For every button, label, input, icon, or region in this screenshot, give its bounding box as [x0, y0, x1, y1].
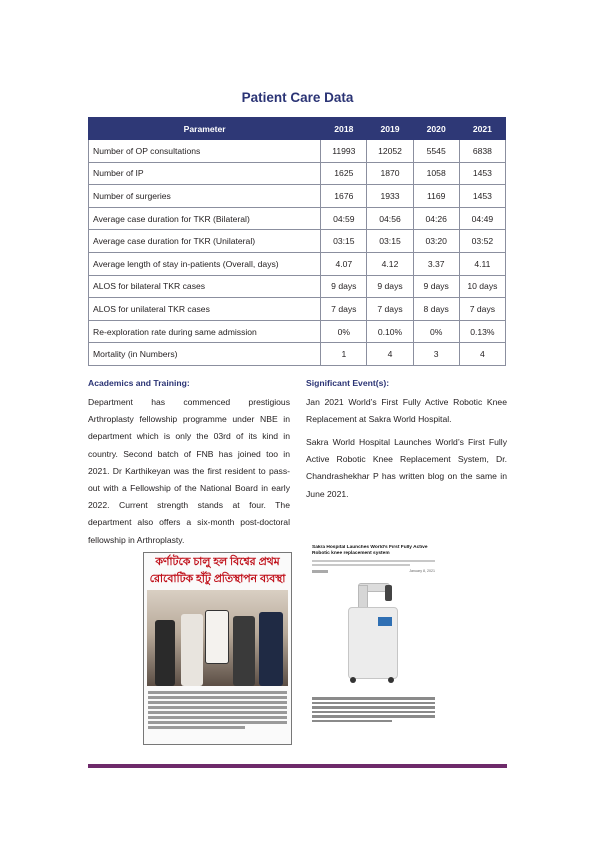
value-cell: 1676 [321, 185, 367, 208]
parameter-cell: Number of OP consultations [89, 140, 321, 163]
parameter-cell: Re-exploration rate during same admission [89, 320, 321, 343]
value-cell: 4 [367, 343, 413, 366]
blog-meta [312, 569, 435, 573]
value-cell: 3.37 [413, 252, 459, 275]
value-cell: 6838 [459, 140, 505, 163]
value-cell: 4.07 [321, 252, 367, 275]
event-item: Sakra World Hospital Launches World’s First Fully Active Robotic Knee Replacement System, Dr. Chandrashekhar P has written blog on the same in June 2021. [306, 437, 507, 499]
table-header-row [89, 118, 506, 140]
clipping-headline-line2: রোবোটিক হাঁটু প্রতিস্থাপন ব্যবস্থা [149, 573, 286, 585]
academics-heading: Academics and Training: [88, 378, 190, 388]
parameter-cell: ALOS for bilateral TKR cases [89, 275, 321, 298]
blog-caption-text [312, 695, 435, 724]
value-cell: 04:49 [459, 207, 505, 230]
events-heading: Significant Event(s): [306, 378, 390, 388]
value-cell: 04:56 [367, 207, 413, 230]
parameter-cell: Mortality (in Numbers) [89, 343, 321, 366]
value-cell: 1870 [367, 162, 413, 185]
value-cell: 03:52 [459, 230, 505, 253]
footer-divider [88, 764, 507, 768]
table-row [89, 140, 506, 163]
clipping-photo [147, 590, 288, 686]
patient-care-table [88, 117, 506, 366]
value-cell: 1169 [413, 185, 459, 208]
value-cell: 1625 [321, 162, 367, 185]
table-row [89, 207, 506, 230]
value-cell: 1453 [459, 185, 505, 208]
blog-date: January 8, 2021 [409, 569, 435, 573]
table-row [89, 162, 506, 185]
value-cell: 1058 [413, 162, 459, 185]
academics-body: Department has commenced prestigious Arthroplasty fellowship programme under NBE in department which is only the 03rd of its kind in country. Second batch of FNB has joined too in 2021. Dr Karthikeyan was the first resident to pass-out with a Fellowship of the National Board in early 2022. Current strength stands at four. The department also offers a six-month post-doctoral fellowship in Arthroplasty. [88, 397, 290, 545]
value-cell: 03:15 [367, 230, 413, 253]
parameter-cell: Average case duration for TKR (Unilateral) [89, 230, 321, 253]
value-cell: 3 [413, 343, 459, 366]
table-row [89, 298, 506, 321]
value-cell: 7 days [321, 298, 367, 321]
column-header: 2021 [459, 118, 505, 140]
parameter-cell: Number of IP [89, 162, 321, 185]
clipping-caption-text [148, 689, 287, 731]
value-cell: 9 days [321, 275, 367, 298]
value-cell: 4 [459, 343, 505, 366]
value-cell: 11993 [321, 140, 367, 163]
value-cell: 7 days [367, 298, 413, 321]
value-cell: 12052 [367, 140, 413, 163]
value-cell: 9 days [413, 275, 459, 298]
value-cell: 1933 [367, 185, 413, 208]
column-header: 2020 [413, 118, 459, 140]
value-cell: 8 days [413, 298, 459, 321]
blog-author [312, 570, 328, 573]
parameter-cell: Average case duration for TKR (Bilateral) [89, 207, 321, 230]
value-cell: 10 days [459, 275, 505, 298]
value-cell: 4.12 [367, 252, 413, 275]
value-cell: 03:20 [413, 230, 459, 253]
column-header: 2019 [367, 118, 413, 140]
bengali-newspaper-clipping [143, 552, 292, 745]
value-cell: 1453 [459, 162, 505, 185]
table-row [89, 252, 506, 275]
value-cell: 1 [321, 343, 367, 366]
event-item: Jan 2021 World’s First Fully Active Robotic Knee Replacement at Sakra World Hospital. [306, 397, 507, 425]
value-cell: 04:26 [413, 207, 459, 230]
column-header: Parameter [89, 118, 321, 140]
parameter-cell: Number of surgeries [89, 185, 321, 208]
value-cell: 0% [413, 320, 459, 343]
parameter-cell: ALOS for unilateral TKR cases [89, 298, 321, 321]
page-title: Patient Care Data [241, 90, 354, 105]
table-row [89, 230, 506, 253]
value-cell: 5545 [413, 140, 459, 163]
table-row [89, 275, 506, 298]
table-row [89, 343, 506, 366]
parameter-cell: Average length of stay in-patients (Overall, days) [89, 252, 321, 275]
blog-clipping [312, 545, 435, 742]
blog-headline: Sakra Hospital Launches World’s First Fully Active Robotic knee replacement system [312, 545, 428, 556]
column-header: 2018 [321, 118, 367, 140]
value-cell: 9 days [367, 275, 413, 298]
value-cell: 4.11 [459, 252, 505, 275]
value-cell: 0.13% [459, 320, 505, 343]
value-cell: 0.10% [367, 320, 413, 343]
value-cell: 04:59 [321, 207, 367, 230]
value-cell: 03:15 [321, 230, 367, 253]
value-cell: 7 days [459, 298, 505, 321]
table-row [89, 320, 506, 343]
value-cell: 0% [321, 320, 367, 343]
clipping-headline-line1: কর্ণাটকে চালু হল বিশ্বের প্রথম [155, 556, 280, 568]
table-row [89, 185, 506, 208]
